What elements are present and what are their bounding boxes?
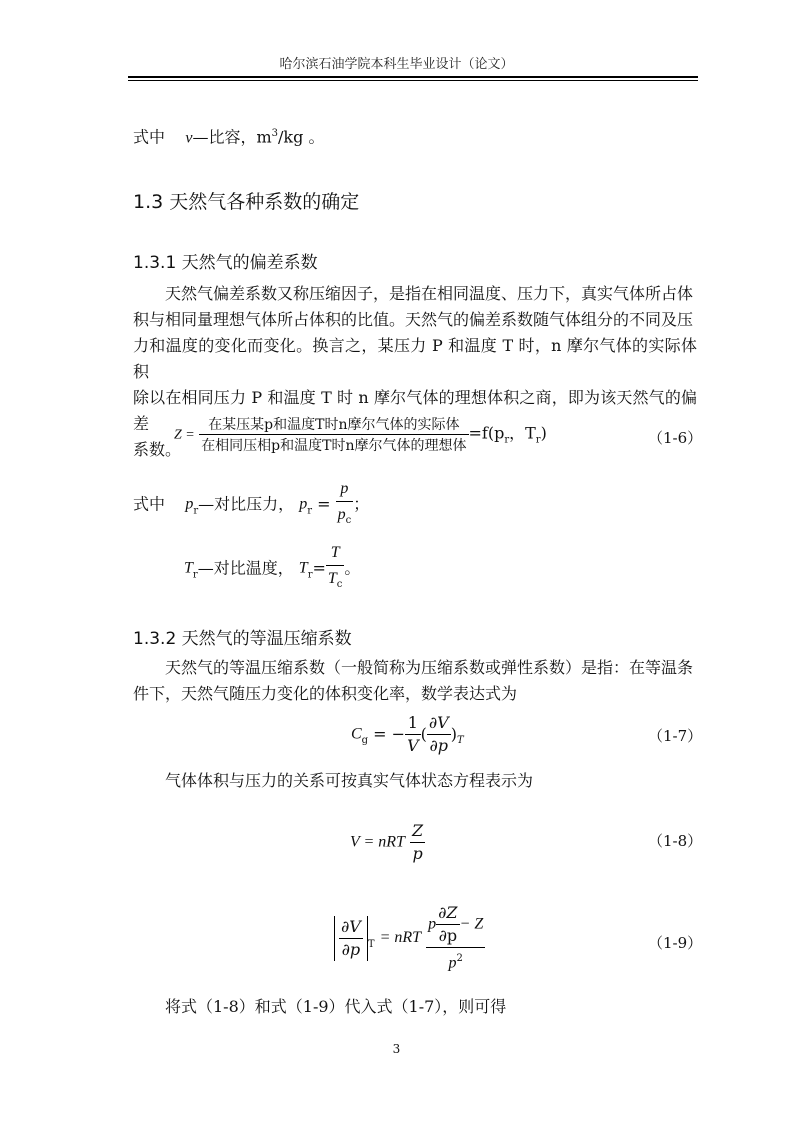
eq17-frac2	[427, 712, 451, 757]
paragraph-compressibility	[133, 655, 697, 707]
pr-num: p	[340, 480, 349, 497]
section-heading-1-3-1: 1.3.1 天然气的偏差系数	[133, 253, 318, 273]
unit-sup: 3	[271, 128, 279, 139]
eq18-fraction	[410, 820, 425, 865]
equation-number-1-6: （1-6）	[648, 429, 703, 447]
tr-den-sub: c	[336, 579, 343, 591]
eq17-lhs: C	[351, 725, 362, 743]
eq18-num: Z	[410, 820, 425, 843]
para-line: 件下，天然气随压力变化的体积变化率，数学表达式为	[133, 684, 518, 703]
tr-lhs: T	[298, 559, 308, 577]
pr-var: p	[185, 495, 194, 513]
eq16-lhs: Z =	[174, 427, 195, 443]
tr-frac-den	[326, 566, 345, 597]
tr-var: T	[184, 559, 193, 577]
pr-frac-num	[336, 476, 354, 502]
where-reduced-temperature	[184, 540, 360, 597]
where-specific-volume	[133, 121, 324, 151]
eq17-f1-num: 1	[405, 712, 421, 735]
eq17-paren-close: )	[450, 724, 457, 744]
eq16-mid: ，T	[509, 423, 536, 443]
pr-frac-den	[336, 502, 354, 533]
eq19-inner-num: ∂Z	[436, 902, 459, 925]
para-line: 积与相同量理想气体所占体积的比值。天然气的偏差系数随气体组分的不同及压	[133, 310, 694, 329]
eq16-denominator: 在相同压相p和温度T时n摩尔气体的理想体	[201, 438, 467, 454]
eq17-lhs-sub: g	[361, 735, 369, 747]
eq16-fraction	[199, 414, 468, 455]
para-line: 系数。	[133, 440, 182, 459]
eq16-numerator: 在某压某p和温度T时n摩尔气体的实际体	[199, 414, 468, 435]
eq18-den: p	[412, 844, 423, 863]
eq17-f2-den: ∂p	[429, 736, 449, 755]
equation-1-9	[334, 902, 485, 974]
para-line: 天然气的等温压缩系数（一般简称为压缩系数或弹性系数）是指：在等温条	[165, 658, 694, 677]
eq19-numerator	[426, 902, 485, 948]
eq17-sub: T	[456, 735, 464, 747]
paragraph-state-equation: 气体体积与压力的关系可按真实气体状态方程表示为	[165, 771, 534, 790]
where-label: 式中	[133, 494, 166, 514]
tr-frac-num	[326, 540, 345, 566]
eq19-b-sub: T	[367, 938, 375, 950]
eq16-sub1: r	[504, 434, 510, 446]
eq19-bracket	[334, 916, 368, 961]
eq19-inner-den: ∂p	[438, 926, 458, 945]
equation-1-8	[350, 820, 425, 865]
eq19-den: p	[448, 954, 457, 972]
tr-lhs-sub: r	[307, 569, 313, 581]
where-desc: —比容，m	[192, 127, 272, 147]
pr-den-sub: c	[345, 515, 352, 527]
eq17-frac1	[405, 712, 421, 757]
tr-den: T	[327, 570, 337, 587]
eq18-lhs: V = nRT	[350, 833, 405, 851]
eq16-end: )	[540, 423, 547, 443]
section-heading-1-3-2: 1.3.2 天然气的等温压缩系数	[133, 629, 352, 649]
equation-1-7	[351, 712, 464, 757]
eq19-mid: = nRT	[379, 929, 422, 947]
para-line: 除以在相同压力 P 和温度 T 时 n 摩尔气体的理想体积之商，即为该天然气的偏差	[133, 388, 697, 433]
para-line: 天然气偏差系数又称压缩因子，是指在相同温度、压力下，真实气体所占体	[165, 284, 694, 303]
eq16-sub2: r	[535, 434, 541, 446]
pr-lhs-sub: r	[307, 505, 313, 517]
tr-num: T	[330, 544, 340, 561]
equation-number-1-9: （1-9）	[648, 934, 703, 952]
para-line: 力和温度的变化而变化。换言之，某压力 P 和温度 T 时，n 摩尔气体的实际体积	[133, 336, 697, 381]
pr-desc: —对比压力，	[198, 494, 295, 514]
running-header: 哈尔滨石油学院本科生毕业设计（论文）	[279, 57, 514, 72]
equation-number-1-7: （1-7）	[648, 727, 703, 745]
eq17-eq: = −	[368, 724, 406, 744]
eq19-inner-fraction	[436, 902, 459, 947]
eq16-rhs: =f(p	[468, 423, 505, 443]
tr-desc: —对比温度，	[197, 558, 294, 578]
pr-lhs: p	[299, 495, 308, 513]
eq19-num-b: − Z	[459, 915, 484, 933]
header-rule-thin	[128, 80, 698, 81]
where-reduced-pressure	[133, 476, 369, 533]
pr-end: ；	[353, 494, 370, 514]
eq19-num-a: p	[428, 915, 437, 933]
eq19-bracket-fraction	[339, 916, 363, 961]
tr-fraction	[326, 540, 345, 597]
eq17-f2-num: ∂V	[427, 712, 451, 735]
eq19-b-num: ∂V	[339, 916, 363, 939]
tr-var-sub: r	[192, 569, 198, 581]
eq19-b-den: ∂p	[341, 939, 361, 959]
var-v: v	[185, 129, 193, 147]
pr-den: p	[337, 506, 346, 523]
page-number: 3	[392, 1042, 401, 1056]
eq17-paren-open: (	[420, 724, 427, 744]
pr-fraction	[336, 476, 354, 533]
paragraph-substitution: 将式（1-8）和式（1-9）代入式（1-7），则可得	[165, 997, 507, 1016]
where-label: 式中	[133, 127, 166, 147]
eq19-den-sup: 2	[456, 953, 463, 964]
tr-end: 。	[344, 558, 361, 578]
pr-var-sub: r	[193, 505, 199, 517]
eq19-fraction	[426, 902, 485, 974]
eq17-f1-den: V	[407, 736, 419, 755]
pr-eq: =	[312, 494, 336, 514]
where-unit: /kg 。	[278, 127, 325, 147]
section-heading-1-3: 1.3 天然气各种系数的确定	[133, 191, 360, 213]
tr-eq: =	[312, 558, 326, 578]
equation-number-1-8: （1-8）	[648, 832, 703, 850]
header-rule-thick	[128, 76, 698, 78]
eq19-denominator	[426, 948, 485, 974]
equation-1-6	[174, 414, 547, 455]
